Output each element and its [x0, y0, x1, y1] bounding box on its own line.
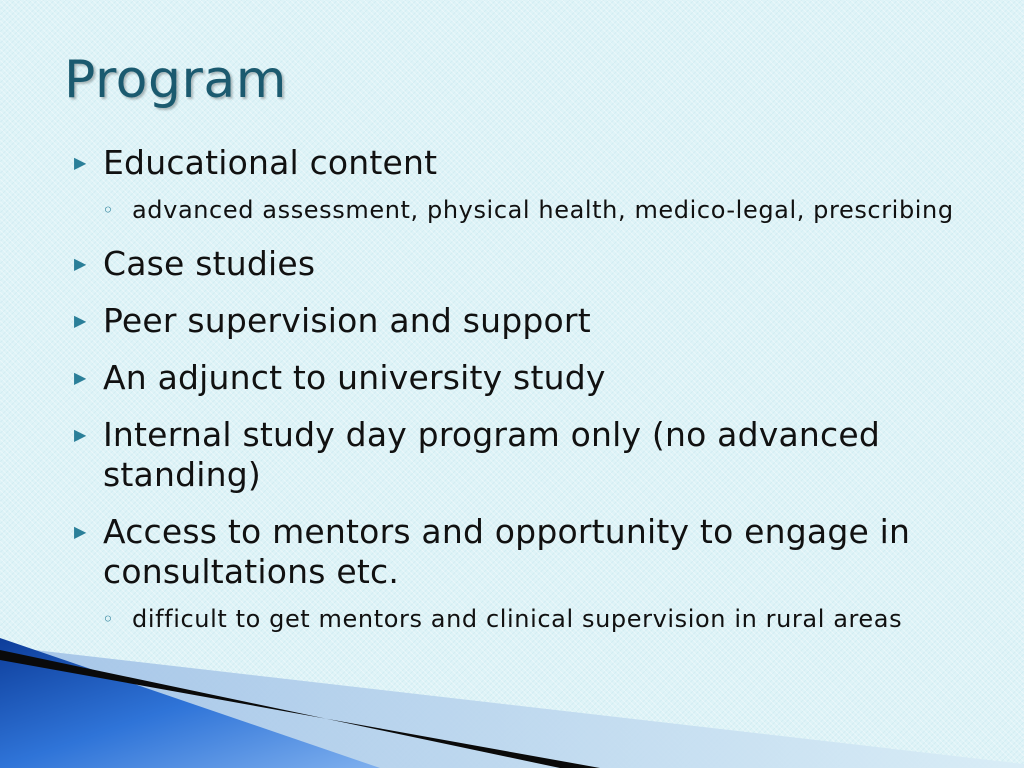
bullet-item — [74, 512, 994, 592]
corner-swoosh-decoration — [0, 638, 1024, 768]
bullet-text: Access to mentors and opportunity to engage in consultations etc. — [103, 512, 911, 591]
bullet-text: Case studies — [103, 244, 316, 283]
swoosh-blue-band — [0, 638, 380, 768]
bullet-text: Internal study day program only (no advanced standing) — [103, 415, 881, 494]
sub-bullet-item — [74, 194, 994, 226]
bullet-list — [74, 143, 994, 635]
sub-bullet-text: advanced assessment, physical health, medico-legal, prescribing — [132, 196, 954, 224]
bullet-item — [74, 244, 994, 284]
sub-bullet-item — [74, 603, 994, 635]
ring-icon: ◦ — [102, 198, 114, 222]
triangle-right-icon: ▶ — [74, 254, 87, 273]
slide-title: Program — [64, 50, 287, 110]
bullet-text: Peer supervision and support — [103, 301, 591, 340]
triangle-right-icon: ▶ — [74, 311, 87, 330]
triangle-right-icon: ▶ — [74, 153, 87, 172]
bullet-text: Educational content — [103, 143, 438, 182]
sub-bullet-text: difficult to get mentors and clinical supervision in rural areas — [132, 605, 903, 633]
bullet-item — [74, 301, 994, 341]
ring-icon: ◦ — [102, 607, 114, 631]
bullet-item — [74, 415, 994, 495]
triangle-right-icon: ▶ — [74, 368, 87, 387]
triangle-right-icon: ▶ — [74, 425, 87, 444]
triangle-right-icon: ▶ — [74, 522, 87, 541]
swoosh-black-band — [0, 650, 600, 768]
bullet-item — [74, 358, 994, 398]
bullet-text: An adjunct to university study — [103, 358, 606, 397]
bullet-item — [74, 143, 994, 183]
swoosh-pale-band — [0, 646, 1024, 768]
